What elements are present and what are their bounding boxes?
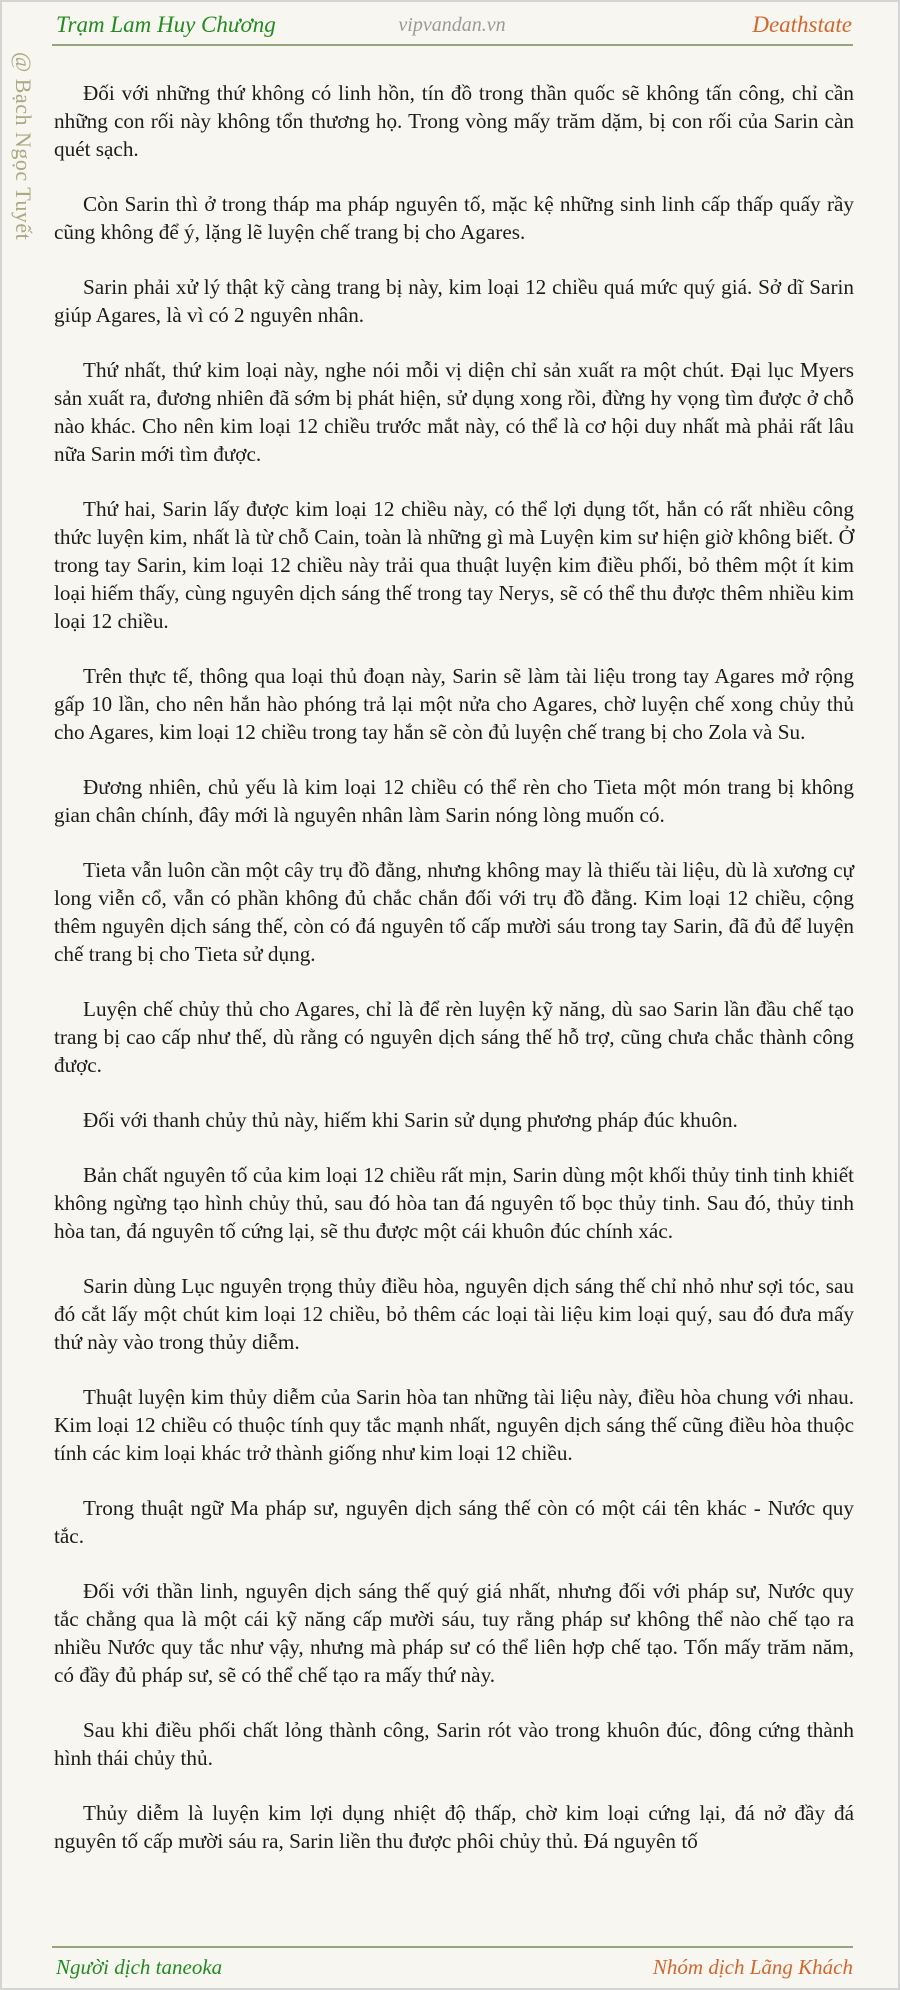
- page-content: [54, 79, 854, 1855]
- footer-divider: [52, 1946, 853, 1948]
- paragraph: Trên thực tế, thông qua loại thủ đoạn này, Sarin sẽ làm tài liệu trong tay Agares mở rộng gấp 10 lần, cho nên hắn hào phóng trả lại một nửa cho Agares, chờ luyện chế xong chủy thủ cho Agares, kim loại 12 chiều trong tay hắn sẽ còn đủ luyện chế trang bị cho Zola và Su.: [54, 664, 854, 744]
- paragraph: Đối với những thứ không có linh hồn, tín đồ trong thần quốc sẽ không tấn công, chỉ cần những con rối này không tổn thương họ. Trong vòng mấy trăm dặm, bị con rối của Sarin càn quét sạch.: [54, 81, 854, 161]
- header-divider: [52, 44, 853, 46]
- footer-group: Nhóm dịch Lãng Khách: [652, 1955, 853, 1979]
- paragraph: Còn Sarin thì ở trong tháp ma pháp nguyên tố, mặc kệ những sinh linh cấp thấp quấy rầy cũng không để ý, lặng lẽ luyện chế trang bị cho Agares.: [54, 192, 854, 244]
- header-site: vipvandan.vn: [398, 14, 506, 36]
- paragraph: Bản chất nguyên tố của kim loại 12 chiều rất mịn, Sarin dùng một khối thủy tinh tinh khiết không ngừng tạo hình chủy thủ, sau đó hòa tan đá nguyên tố bọc thủy tinh. Sau đó, thủy tinh hòa tan, đá nguyên tố cứng lại, sẽ thu được một cái khuôn đúc chính xác.: [54, 1163, 854, 1243]
- side-watermark: @ Bạch Ngọc Tuyết: [11, 52, 36, 241]
- paragraph: Thứ nhất, thứ kim loại này, nghe nói mỗi vị diện chỉ sản xuất ra một chút. Đại lục Myers sản xuất ra, đương nhiên đã sớm bị phát hiện, sử dụng xong rồi, đừng hy vọng tìm được ở chỗ nào khác. Cho nên kim loại 12 chiều trước mắt này, có thể là cơ hội duy nhất mà phải rất lâu nữa Sarin mới tìm được.: [54, 358, 854, 466]
- paragraph: Sarin dùng Lục nguyên trọng thủy điều hòa, nguyên dịch sáng thế chỉ nhỏ như sợi tóc, sau đó cắt lấy một chút kim loại 12 chiều, bỏ thêm các loại tài liệu kim loại quý, sau đó đưa mấy thứ này vào trong thủy diễm.: [54, 1274, 854, 1354]
- paragraph: Thuật luyện kim thủy diễm của Sarin hòa tan những tài liệu này, điều hòa chung với nhau. Kim loại 12 chiều có thuộc tính quy tắc mạnh nhất, nguyên dịch sáng thế cũng điều hòa thuộc tính các kim loại khác trở thành giống như kim loại 12 chiều.: [54, 1385, 854, 1465]
- paragraph: Thứ hai, Sarin lấy được kim loại 12 chiều này, có thể lợi dụng tốt, hắn có rất nhiều công thức luyện kim, nhất là từ chỗ Cain, toàn là những gì mà Luyện kim sư hiện giờ không biết. Ở trong tay Sarin, kim loại 12 chiều này trải qua thuật luyện kim điều phối, bỏ thêm một ít kim loại hiếm thấy, cùng nguyên dịch sáng thế trong tay Nerys, sẽ có thể thu được thêm nhiều kim loại 12 chiều.: [54, 497, 854, 633]
- paragraph: Sarin phải xử lý thật kỹ càng trang bị này, kim loại 12 chiều quá mức quý giá. Sở dĩ Sarin giúp Agares, là vì có 2 nguyên nhân.: [54, 275, 854, 327]
- paragraph: Thủy diễm là luyện kim lợi dụng nhiệt độ thấp, chờ kim loại cứng lại, đá nở đầy đá nguyên tố cấp mười sáu ra, Sarin liền thu được phôi chủy thủ. Đá nguyên tố: [54, 1801, 854, 1853]
- paragraph: Đối với thần linh, nguyên dịch sáng thế quý giá nhất, nhưng đối với pháp sư, Nước quy tắc chẳng qua là một cái kỹ năng cấp mười sáu, tuy rằng pháp sư không thể nào chế tạo ra nhiều Nước quy tắc như vậy, nhưng mà pháp sư có thể liên hợp chế tạo. Tốn mấy trăm năm, có đầy đủ pháp sư, sẽ có thể chế tạo ra mấy thứ này.: [54, 1579, 854, 1687]
- header-title: Trạm Lam Huy Chương: [56, 12, 276, 37]
- paragraph: Đối với thanh chủy thủ này, hiếm khi Sarin sử dụng phương pháp đúc khuôn.: [83, 1108, 738, 1132]
- paragraph: Đương nhiên, chủ yếu là kim loại 12 chiều có thể rèn cho Tieta một món trang bị không gian chân chính, đây mới là nguyên nhân làm Sarin nóng lòng muốn có.: [54, 775, 854, 827]
- page-header: [52, 6, 852, 42]
- header-author: Deathstate: [752, 12, 852, 37]
- paragraph: Sau khi điều phối chất lỏng thành công, Sarin rót vào trong khuôn đúc, đông cứng thành hình thái chủy thủ.: [54, 1718, 854, 1770]
- page-footer: [52, 1953, 853, 1983]
- paragraph: Luyện chế chủy thủ cho Agares, chỉ là để rèn luyện kỹ năng, dù sao Sarin lần đầu chế tạo trang bị cao cấp như thế, dù rằng có nguyên dịch sáng thế hỗ trợ, cũng chưa chắc thành công được.: [54, 997, 854, 1077]
- footer-translator: Người dịch taneoka: [56, 1955, 223, 1979]
- paragraph: Tieta vẫn luôn cần một cây trụ đồ đằng, nhưng không may là thiếu tài liệu, dù là xương cự long viễn cổ, vẫn có phần không đủ chắc chắn đối với trụ đồ đằng. Kim loại 12 chiều, cộng thêm nguyên dịch sáng thế, còn có đá nguyên tố cấp mười sáu trong tay Sarin, đã đủ để luyện chế trang bị cho Tieta sử dụng.: [54, 858, 854, 966]
- paragraph: Trong thuật ngữ Ma pháp sư, nguyên dịch sáng thế còn có một cái tên khác - Nước quy tắc.: [54, 1496, 854, 1548]
